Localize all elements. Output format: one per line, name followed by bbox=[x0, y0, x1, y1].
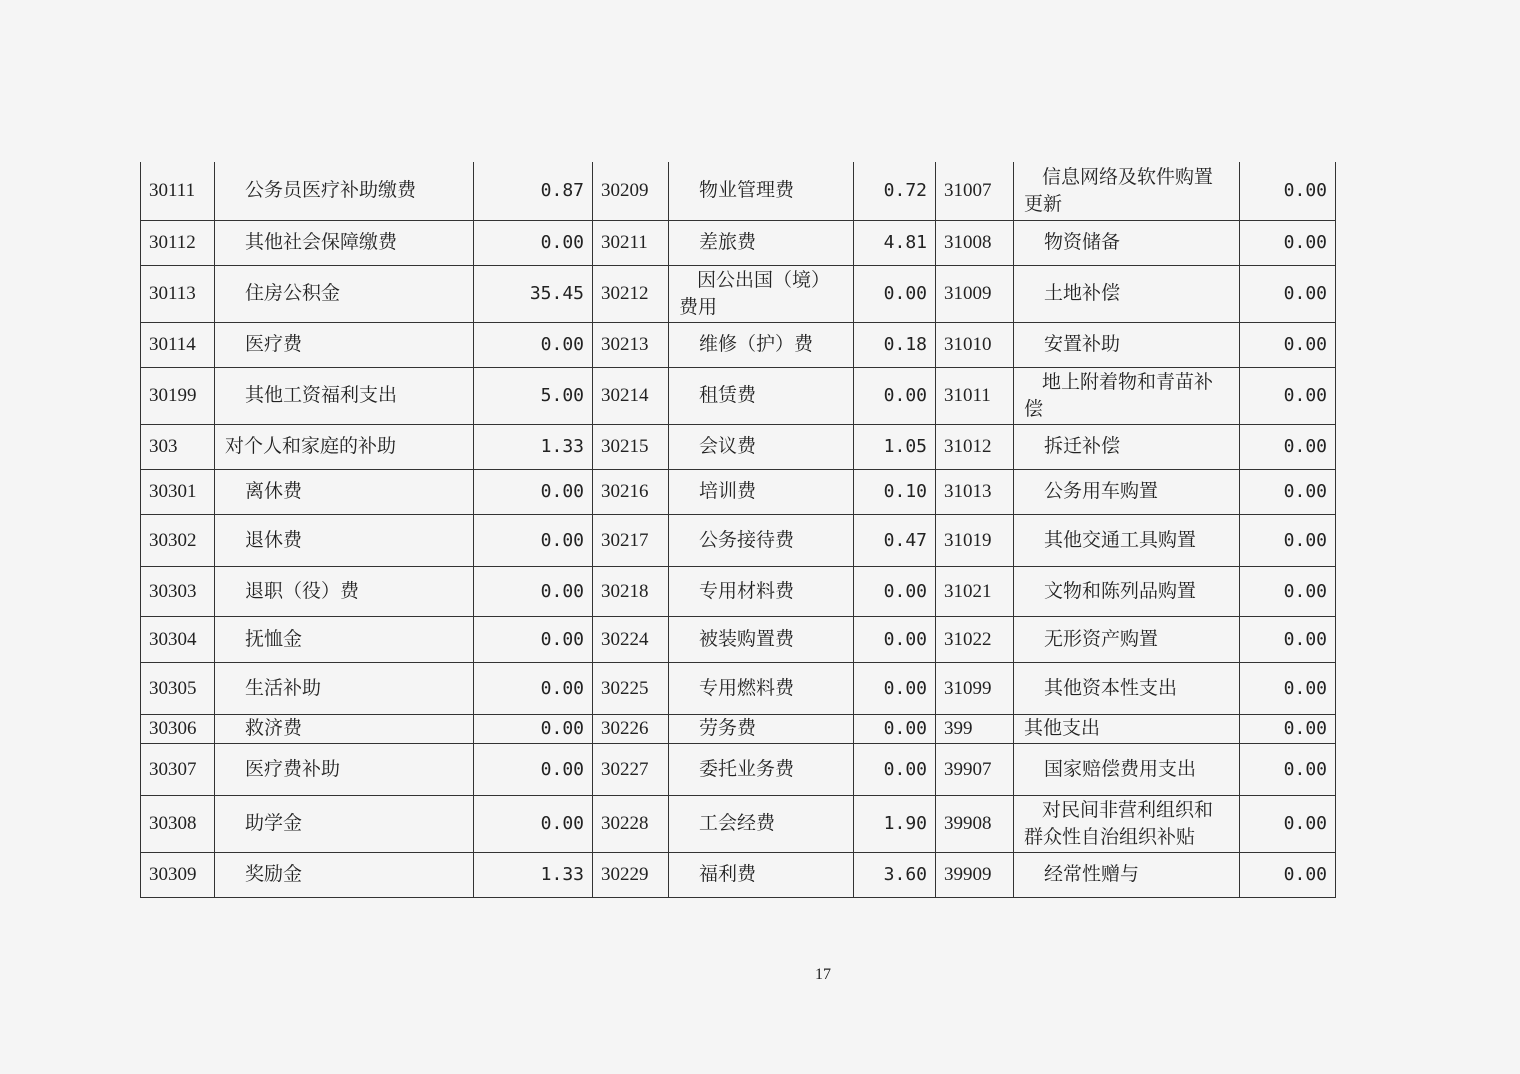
amount-cell: 0.00 bbox=[854, 616, 936, 662]
account-code-cell: 31021 bbox=[936, 566, 1014, 616]
account-name-cell: 对民间非营利组织和群众性自治组织补贴 bbox=[1014, 795, 1240, 852]
account-code-cell: 30303 bbox=[141, 566, 215, 616]
account-code-cell: 30224 bbox=[593, 616, 669, 662]
account-code-cell: 30226 bbox=[593, 714, 669, 743]
account-code-cell: 31008 bbox=[936, 220, 1014, 265]
account-code-cell: 303 bbox=[141, 424, 215, 469]
account-code-cell: 31019 bbox=[936, 514, 1014, 566]
account-code-cell: 30307 bbox=[141, 743, 215, 795]
account-name-cell: 公务接待费 bbox=[669, 514, 854, 566]
account-name-cell: 土地补偿 bbox=[1014, 265, 1240, 322]
account-name-cell: 其他交通工具购置 bbox=[1014, 514, 1240, 566]
table-body bbox=[141, 162, 1336, 897]
account-code-cell: 31013 bbox=[936, 469, 1014, 514]
table-row bbox=[141, 795, 1336, 852]
amount-cell: 0.00 bbox=[474, 662, 593, 714]
amount-cell: 0.00 bbox=[474, 566, 593, 616]
account-name-cell: 会议费 bbox=[669, 424, 854, 469]
account-name-cell: 专用材料费 bbox=[669, 566, 854, 616]
table-row bbox=[141, 714, 1336, 743]
amount-cell: 0.00 bbox=[474, 795, 593, 852]
amount-cell: 0.00 bbox=[854, 367, 936, 424]
account-code-cell: 30308 bbox=[141, 795, 215, 852]
account-code-cell: 30302 bbox=[141, 514, 215, 566]
account-name-cell: 抚恤金 bbox=[215, 616, 474, 662]
account-code-cell: 30199 bbox=[141, 367, 215, 424]
account-name-cell: 助学金 bbox=[215, 795, 474, 852]
account-name-cell: 公务用车购置 bbox=[1014, 469, 1240, 514]
account-code-cell: 30304 bbox=[141, 616, 215, 662]
amount-cell: 0.00 bbox=[1240, 514, 1336, 566]
amount-cell: 0.00 bbox=[1240, 795, 1336, 852]
account-code-cell: 30301 bbox=[141, 469, 215, 514]
account-code-cell: 30306 bbox=[141, 714, 215, 743]
account-code-cell: 30225 bbox=[593, 662, 669, 714]
account-code-cell: 31099 bbox=[936, 662, 1014, 714]
account-code-cell: 30212 bbox=[593, 265, 669, 322]
account-code-cell: 30228 bbox=[593, 795, 669, 852]
account-name-cell: 地上附着物和青苗补偿 bbox=[1014, 367, 1240, 424]
account-code-cell: 31010 bbox=[936, 322, 1014, 367]
table-row bbox=[141, 265, 1336, 322]
account-name-cell: 生活补助 bbox=[215, 662, 474, 714]
account-code-cell: 30112 bbox=[141, 220, 215, 265]
account-name-cell: 被装购置费 bbox=[669, 616, 854, 662]
account-code-cell: 30305 bbox=[141, 662, 215, 714]
account-code-cell: 39908 bbox=[936, 795, 1014, 852]
account-code-cell: 31011 bbox=[936, 367, 1014, 424]
amount-cell: 35.45 bbox=[474, 265, 593, 322]
account-name-cell: 差旅费 bbox=[669, 220, 854, 265]
table-row bbox=[141, 162, 1336, 220]
amount-cell: 0.00 bbox=[474, 220, 593, 265]
amount-cell: 0.00 bbox=[1240, 322, 1336, 367]
table-row bbox=[141, 469, 1336, 514]
amount-cell: 0.00 bbox=[854, 743, 936, 795]
table-row bbox=[141, 514, 1336, 566]
amount-cell: 4.81 bbox=[854, 220, 936, 265]
account-code-cell: 30213 bbox=[593, 322, 669, 367]
account-name-cell: 救济费 bbox=[215, 714, 474, 743]
account-code-cell: 399 bbox=[936, 714, 1014, 743]
account-code-cell: 31007 bbox=[936, 162, 1014, 220]
account-name-cell: 国家赔偿费用支出 bbox=[1014, 743, 1240, 795]
account-name-cell: 医疗费补助 bbox=[215, 743, 474, 795]
table-row bbox=[141, 852, 1336, 897]
amount-cell: 0.00 bbox=[1240, 566, 1336, 616]
account-code-cell: 30209 bbox=[593, 162, 669, 220]
account-code-cell: 30218 bbox=[593, 566, 669, 616]
page-number: 17 bbox=[815, 966, 831, 983]
account-name-cell: 退休费 bbox=[215, 514, 474, 566]
account-name-cell: 因公出国（境）费用 bbox=[669, 265, 854, 322]
amount-cell: 0.72 bbox=[854, 162, 936, 220]
table-row bbox=[141, 424, 1336, 469]
account-name-cell: 医疗费 bbox=[215, 322, 474, 367]
account-code-cell: 30111 bbox=[141, 162, 215, 220]
account-name-cell: 物业管理费 bbox=[669, 162, 854, 220]
account-code-cell: 30214 bbox=[593, 367, 669, 424]
account-name-cell: 物资储备 bbox=[1014, 220, 1240, 265]
table-row bbox=[141, 367, 1336, 424]
account-name-cell: 其他资本性支出 bbox=[1014, 662, 1240, 714]
amount-cell: 0.00 bbox=[1240, 743, 1336, 795]
account-code-cell: 30211 bbox=[593, 220, 669, 265]
amount-cell: 0.00 bbox=[1240, 469, 1336, 514]
expenditure-table bbox=[140, 162, 1336, 898]
amount-cell: 0.00 bbox=[1240, 852, 1336, 897]
amount-cell: 0.00 bbox=[1240, 714, 1336, 743]
account-name-cell: 福利费 bbox=[669, 852, 854, 897]
account-name-cell: 对个人和家庭的补助 bbox=[215, 424, 474, 469]
account-name-cell: 信息网络及软件购置更新 bbox=[1014, 162, 1240, 220]
table-row bbox=[141, 616, 1336, 662]
account-name-cell: 无形资产购置 bbox=[1014, 616, 1240, 662]
table-row bbox=[141, 662, 1336, 714]
account-name-cell: 委托业务费 bbox=[669, 743, 854, 795]
amount-cell: 1.33 bbox=[474, 852, 593, 897]
account-name-cell: 其他支出 bbox=[1014, 714, 1240, 743]
account-code-cell: 30227 bbox=[593, 743, 669, 795]
account-name-cell: 公务员医疗补助缴费 bbox=[215, 162, 474, 220]
account-name-cell: 其他社会保障缴费 bbox=[215, 220, 474, 265]
amount-cell: 0.10 bbox=[854, 469, 936, 514]
account-name-cell: 住房公积金 bbox=[215, 265, 474, 322]
account-name-cell: 奖励金 bbox=[215, 852, 474, 897]
amount-cell: 0.47 bbox=[854, 514, 936, 566]
account-code-cell: 30215 bbox=[593, 424, 669, 469]
account-code-cell: 30217 bbox=[593, 514, 669, 566]
account-code-cell: 31022 bbox=[936, 616, 1014, 662]
amount-cell: 0.00 bbox=[1240, 616, 1336, 662]
amount-cell: 0.00 bbox=[1240, 424, 1336, 469]
account-code-cell: 39909 bbox=[936, 852, 1014, 897]
account-code-cell: 30309 bbox=[141, 852, 215, 897]
table-row bbox=[141, 566, 1336, 616]
account-name-cell: 专用燃料费 bbox=[669, 662, 854, 714]
amount-cell: 0.87 bbox=[474, 162, 593, 220]
account-name-cell: 经常性赠与 bbox=[1014, 852, 1240, 897]
account-code-cell: 30113 bbox=[141, 265, 215, 322]
account-code-cell: 30229 bbox=[593, 852, 669, 897]
account-name-cell: 培训费 bbox=[669, 469, 854, 514]
account-name-cell: 工会经费 bbox=[669, 795, 854, 852]
account-name-cell: 租赁费 bbox=[669, 367, 854, 424]
amount-cell: 1.33 bbox=[474, 424, 593, 469]
account-code-cell: 39907 bbox=[936, 743, 1014, 795]
account-name-cell: 拆迁补偿 bbox=[1014, 424, 1240, 469]
amount-cell: 0.00 bbox=[854, 265, 936, 322]
amount-cell: 1.90 bbox=[854, 795, 936, 852]
amount-cell: 0.00 bbox=[474, 514, 593, 566]
account-code-cell: 31012 bbox=[936, 424, 1014, 469]
account-code-cell: 30216 bbox=[593, 469, 669, 514]
account-name-cell: 文物和陈列品购置 bbox=[1014, 566, 1240, 616]
account-name-cell: 退职（役）费 bbox=[215, 566, 474, 616]
amount-cell: 3.60 bbox=[854, 852, 936, 897]
amount-cell: 0.00 bbox=[474, 743, 593, 795]
amount-cell: 0.00 bbox=[474, 714, 593, 743]
amount-cell: 0.00 bbox=[474, 616, 593, 662]
account-name-cell: 维修（护）费 bbox=[669, 322, 854, 367]
amount-cell: 0.18 bbox=[854, 322, 936, 367]
amount-cell: 0.00 bbox=[854, 662, 936, 714]
amount-cell: 0.00 bbox=[854, 714, 936, 743]
amount-cell: 0.00 bbox=[1240, 162, 1336, 220]
amount-cell: 0.00 bbox=[474, 322, 593, 367]
account-code-cell: 31009 bbox=[936, 265, 1014, 322]
table-row bbox=[141, 322, 1336, 367]
amount-cell: 1.05 bbox=[854, 424, 936, 469]
account-name-cell: 其他工资福利支出 bbox=[215, 367, 474, 424]
amount-cell: 0.00 bbox=[474, 469, 593, 514]
amount-cell: 0.00 bbox=[1240, 265, 1336, 322]
amount-cell: 0.00 bbox=[1240, 220, 1336, 265]
table-row bbox=[141, 220, 1336, 265]
amount-cell: 0.00 bbox=[854, 566, 936, 616]
amount-cell: 0.00 bbox=[1240, 367, 1336, 424]
amount-cell: 5.00 bbox=[474, 367, 593, 424]
table-row bbox=[141, 743, 1336, 795]
amount-cell: 0.00 bbox=[1240, 662, 1336, 714]
account-name-cell: 劳务费 bbox=[669, 714, 854, 743]
account-name-cell: 安置补助 bbox=[1014, 322, 1240, 367]
account-name-cell: 离休费 bbox=[215, 469, 474, 514]
account-code-cell: 30114 bbox=[141, 322, 215, 367]
